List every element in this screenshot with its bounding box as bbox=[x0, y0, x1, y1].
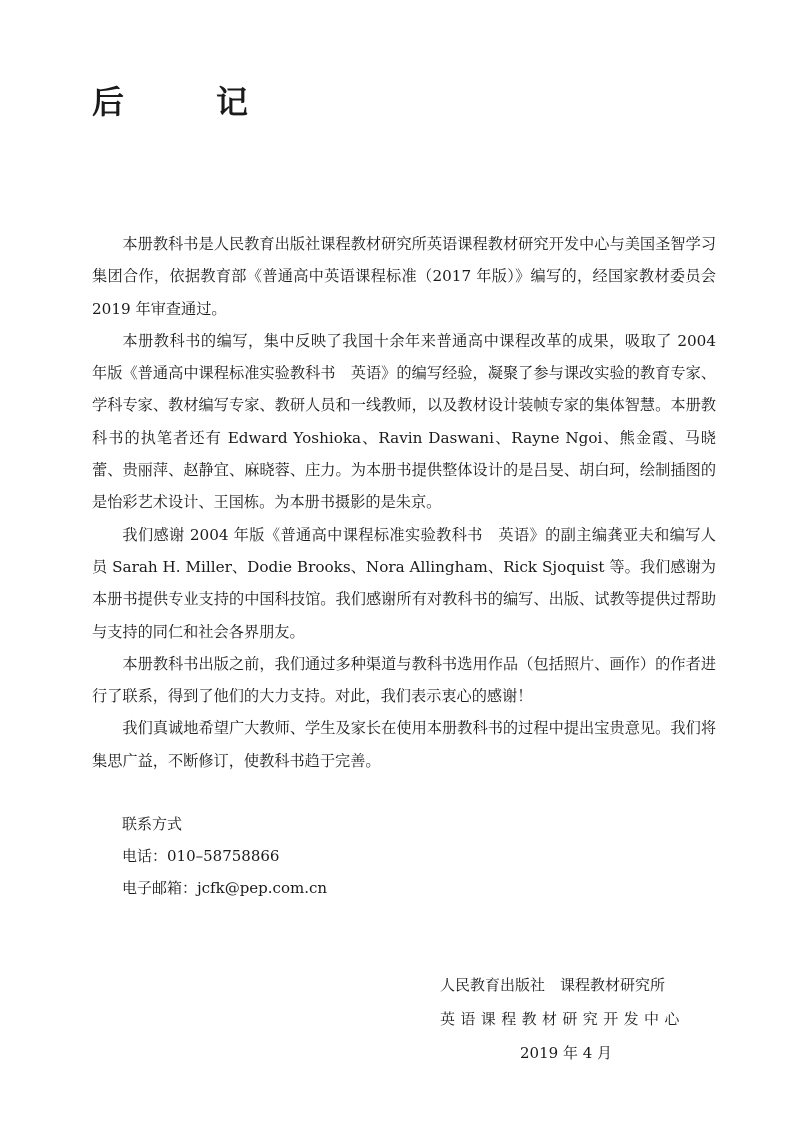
contact-phone: 电话：010–58758866 bbox=[122, 847, 280, 865]
center-name: 英语课程教材研究开发中心 bbox=[440, 1010, 685, 1028]
paragraph: 本册教科书出版之前，我们通过多种渠道与教科书选用作品（包括照片、画作）的作者进行了联系，得到了他们的大力支持。对此，我们表示衷心的感谢！ bbox=[92, 654, 716, 706]
contact-block bbox=[122, 808, 327, 904]
contact-email: 电子邮箱：jcfk@pep.com.cn bbox=[122, 879, 328, 897]
paragraph: 本册教科书是人民教育出版社课程教材研究所英语课程教材研究开发中心与美国圣智学习集团合作，依据教育部《普通高中英语课程标准（2017 年版）》编写的，经国家教材委员会 2019 年审查通过。 bbox=[92, 235, 716, 318]
signature-block bbox=[440, 968, 690, 1070]
paragraph: 本册教科书的编写，集中反映了我国十余年来普通高中课程改革的成果，吸取了 2004 年版《普通高中课程标准实验教科书 英语》的编写经验，凝聚了参与课改实验的教育专家、学科专家、教材编写专家、教研人员和一线教师，以及教材设计装帧专家的集体智慧。本册教科书的执笔者还有 Edward Yoshioka、Ravin Daswani、Rayne Ngoi、熊金霞、马晓蕾、贵丽萍、赵静宜、麻晓蓉、庄力。为本册书提供整体设计的是吕旻、胡白珂，绘制插图的是怡彩艺术设计、王国栋。为本册书摄影的是朱京。 bbox=[92, 331, 716, 512]
paragraph: 我们真诚地希望广大教师、学生及家长在使用本册教科书的过程中提出宝贵意见。我们将集思广益，不断修订，使教科书趋于完善。 bbox=[92, 719, 716, 770]
page-title: 后 记 bbox=[92, 83, 279, 121]
publication-date: 2019 年 4 月 bbox=[520, 1044, 613, 1062]
paragraph: 我们感谢 2004 年版《普通高中课程标准实验教科书 英语》的副主编龚亚夫和编写人员 Sarah H. Miller、Dodie Brooks、Nora Allingham、Rick Sjoquist 等。我们感谢为本册书提供专业支持的中国科技馆。我们感谢所有对教科书的编写、出版、试教等提供过帮助与支持的同仁和社会各界朋友。 bbox=[92, 525, 716, 641]
contact-heading: 联系方式 bbox=[122, 815, 183, 833]
afterword-body bbox=[92, 228, 716, 777]
publisher-name: 人民教育出版社 课程教材研究所 bbox=[440, 976, 666, 994]
